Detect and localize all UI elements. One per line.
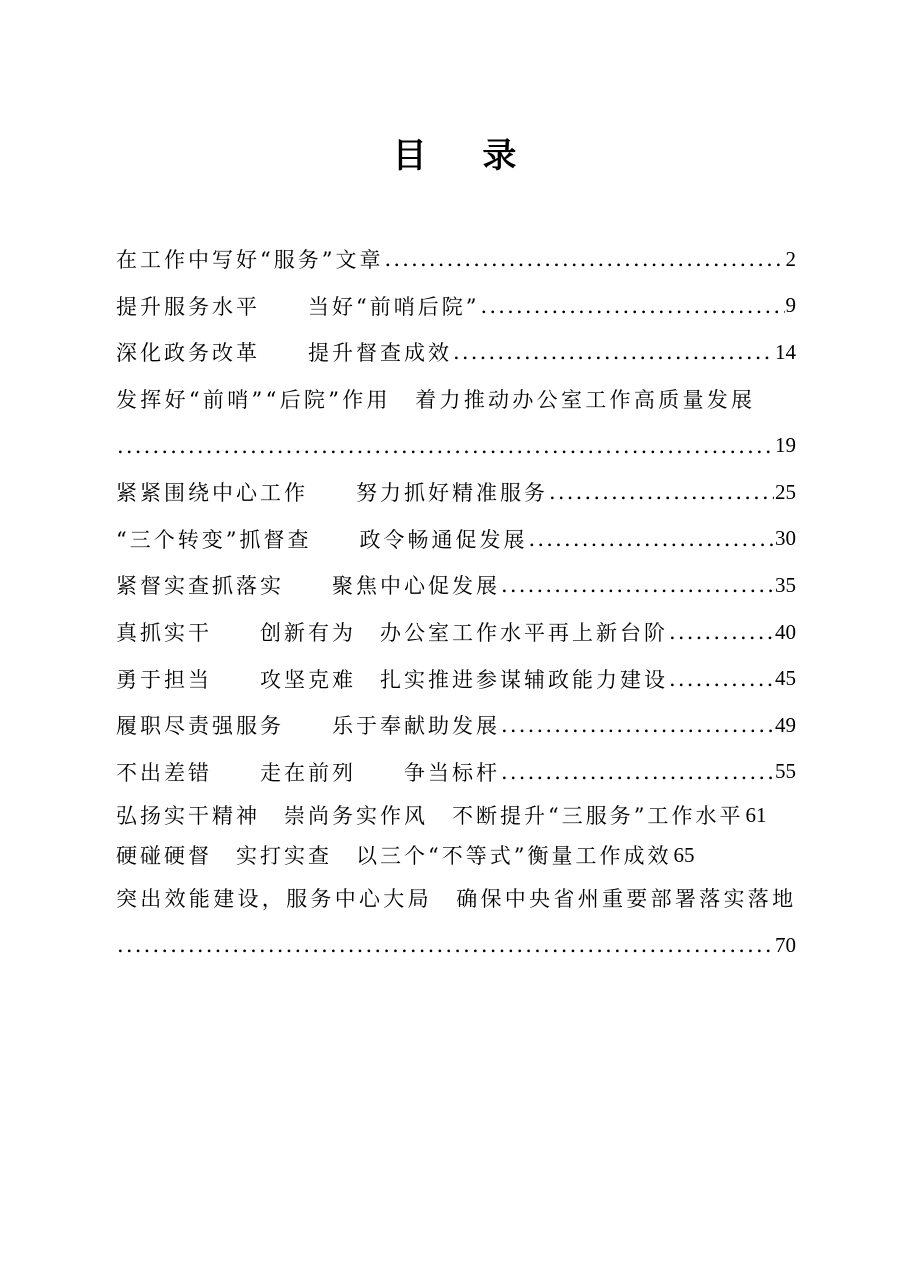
table-of-contents — [116, 236, 796, 968]
toc-entry[interactable] — [116, 609, 796, 656]
toc-entry-page: 45 — [775, 666, 796, 691]
toc-entry[interactable] — [116, 655, 796, 702]
toc-leader-dots — [384, 247, 784, 271]
toc-leader-dots — [480, 294, 784, 318]
toc-leader-dots — [501, 713, 774, 737]
toc-entry-continuation[interactable] — [116, 922, 796, 969]
toc-leader-dots — [669, 620, 774, 644]
toc-entry-title: 弘扬实干精神 崇尚务实作风 不断提升“三服务”工作水平 — [116, 804, 744, 829]
toc-entry-title: 硬碰硬督 实打实查 以三个“不等式”衡量工作成效 — [116, 844, 672, 869]
toc-entry-page: 49 — [775, 712, 796, 737]
toc-leader-dots — [117, 933, 774, 957]
toc-entry-page: 25 — [775, 479, 796, 504]
toc-entry-title: 突出效能建设，服务中心大局 确保中央省州重要部署落实落地 — [116, 887, 797, 912]
toc-entry-page: 14 — [775, 339, 796, 364]
toc-entry-page: 61 — [745, 802, 767, 827]
toc-entry[interactable] — [116, 469, 796, 516]
toc-entry-page: 30 — [775, 526, 796, 551]
toc-entry-page: 35 — [775, 572, 796, 597]
toc-entry-page: 55 — [775, 759, 796, 784]
toc-entry-page: 2 — [785, 246, 796, 271]
toc-entry-page: 40 — [775, 619, 796, 644]
page-title: 目 录 — [392, 136, 539, 176]
toc-entry[interactable] — [116, 516, 796, 563]
toc-entry-title: 勇于担当 攻坚克难 扎实推进参谋辅政能力建设 — [116, 667, 668, 692]
toc-leader-dots — [528, 527, 774, 551]
toc-entry-title: 提升服务水平 当好“前哨后院” — [116, 294, 480, 319]
toc-entry[interactable] — [116, 329, 796, 376]
toc-entry-title: 在工作中写好“服务”文章 — [116, 248, 384, 273]
toc-entry-title: 履职尽责强服务 乐于奉献助发展 — [116, 714, 500, 739]
toc-entry-title: 深化政务改革 提升督查成效 — [116, 341, 452, 366]
toc-entry-title: 不出差错 走在前列 争当标杆 — [116, 760, 500, 785]
toc-entry[interactable] — [116, 835, 796, 875]
toc-entry[interactable] — [116, 283, 796, 330]
toc-entry[interactable] — [116, 702, 796, 749]
toc-leader-dots — [501, 573, 774, 597]
toc-entry-title: 紧紧围绕中心工作 努力抓好精准服务 — [116, 481, 548, 506]
toc-entry[interactable] — [116, 875, 836, 922]
toc-entry[interactable] — [116, 749, 796, 796]
toc-leader-dots — [549, 480, 774, 504]
toc-entry-page: 19 — [775, 433, 796, 458]
toc-entry-title: 真抓实干 创新有为 办公室工作水平再上新台阶 — [116, 621, 668, 646]
toc-leader-dots — [669, 667, 774, 691]
toc-entry-title: “三个转变”抓督查 政令畅通促发展 — [116, 527, 528, 552]
toc-entry-page: 9 — [785, 293, 796, 318]
toc-entry-continuation[interactable] — [116, 422, 796, 469]
toc-entry[interactable] — [116, 236, 796, 283]
toc-entry-page: 65 — [673, 842, 695, 867]
toc-entry-page: 70 — [775, 932, 796, 957]
toc-entry-title: 紧督实查抓落实 聚焦中心促发展 — [116, 574, 500, 599]
toc-entry[interactable] — [116, 795, 796, 835]
toc-leader-dots — [501, 760, 774, 784]
toc-entry-title: 发挥好“前哨”“后院”作用 着力推动办公室工作高质量发展 — [116, 388, 756, 413]
toc-entry[interactable] — [116, 562, 796, 609]
toc-leader-dots — [117, 434, 774, 458]
toc-entry[interactable] — [116, 376, 836, 423]
toc-leader-dots — [453, 340, 774, 364]
